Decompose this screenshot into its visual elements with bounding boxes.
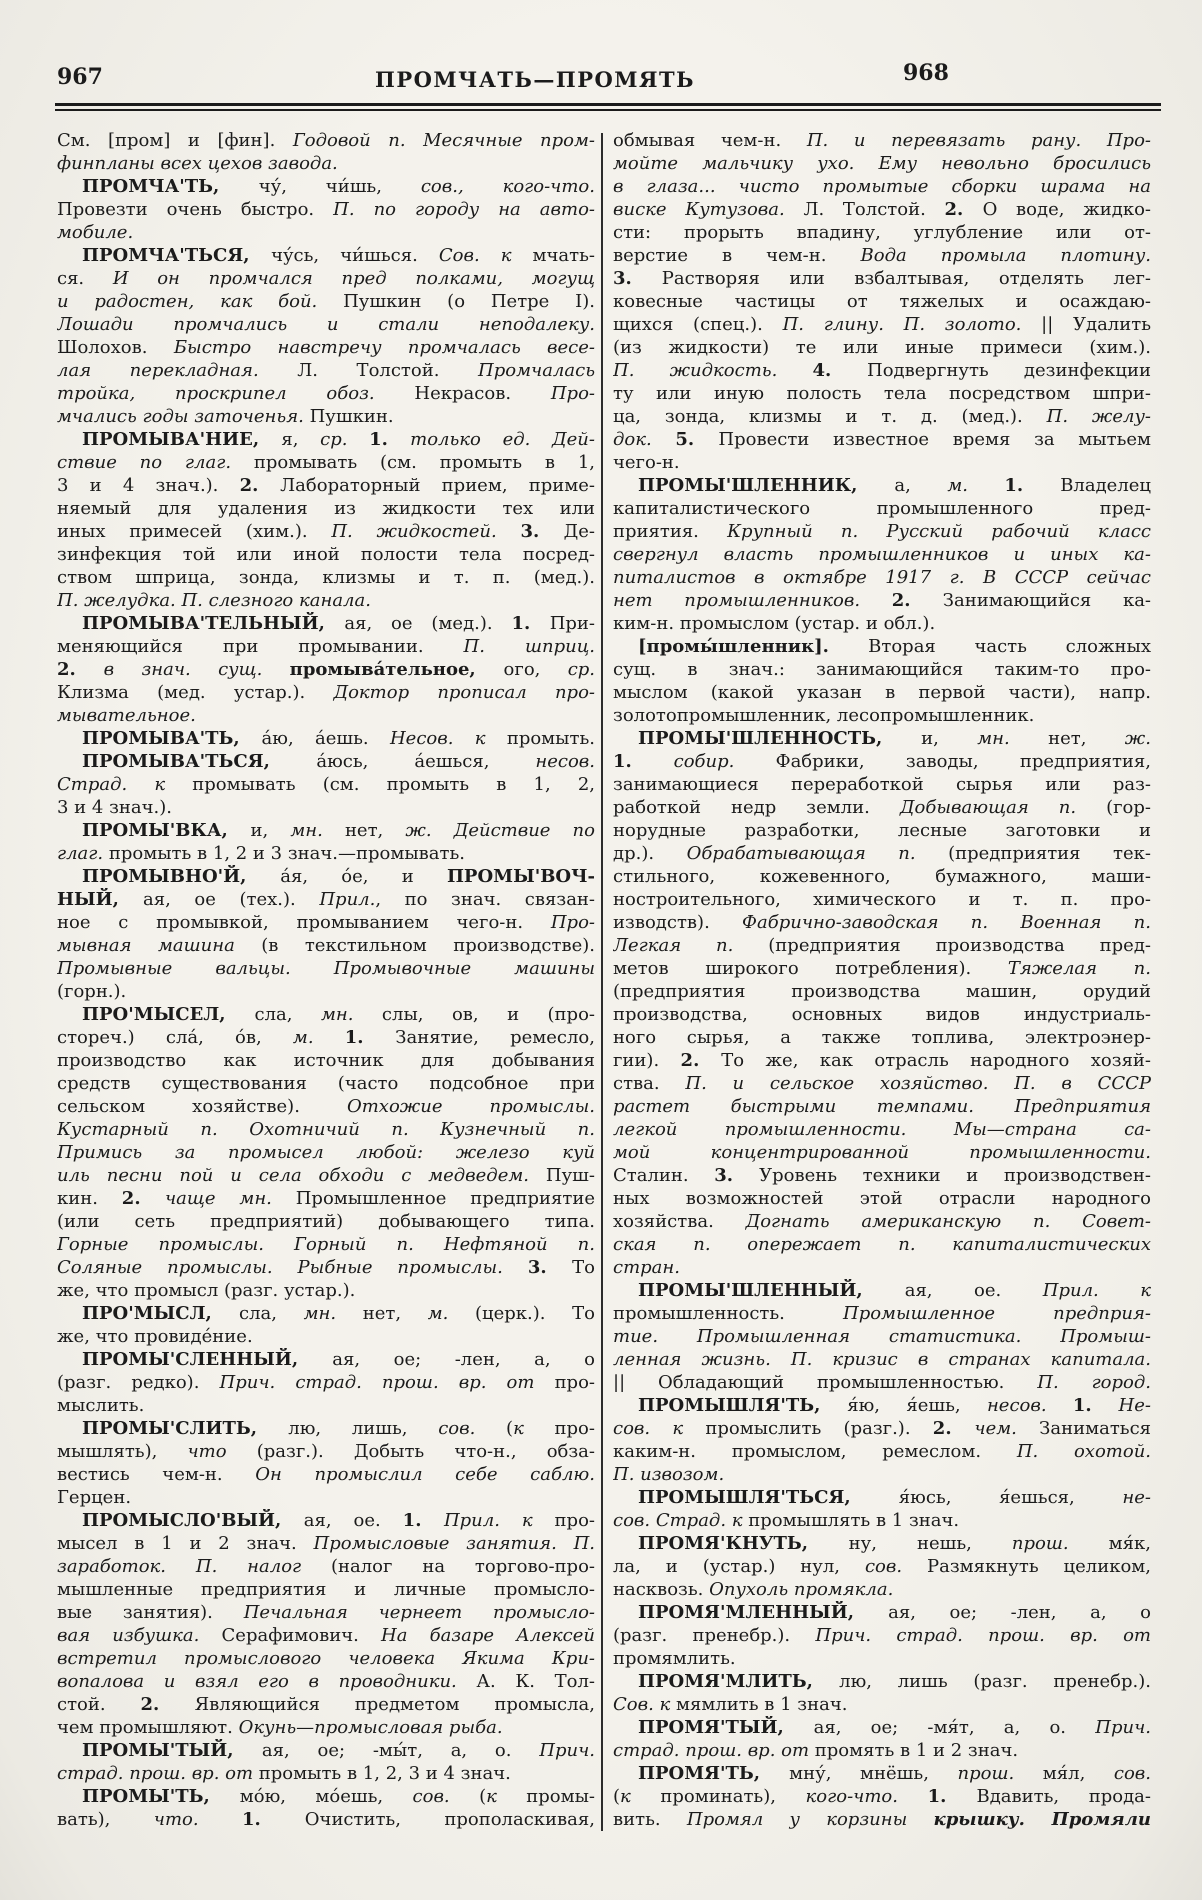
text-line: вестись чем-н. Он промыслил себе саблю. — [57, 1464, 595, 1485]
text-line: ковесные частицы от тяжелых и осаждаю- — [613, 291, 1151, 312]
text-line: 3. Растворяя или взбалтывая, отделять лег- — [613, 268, 1151, 289]
text-line: ПРОМЯ'ТЫЙ, ая, ое; -мя́т, а, о. Прич. — [638, 1717, 1151, 1738]
text-line: ства. П. и сельское хозяйство. П. в СССР — [613, 1073, 1151, 1094]
text-line: ПРОМЫШЛЯ'ТЬСЯ, я́юсь, я́ешься, не- — [638, 1487, 1151, 1508]
text-line: кин. 2. чаще мн. Промышленное предприятие — [57, 1188, 595, 1209]
text-line: (горн.). — [57, 981, 127, 1002]
text-line: (разг. редко). Прич. страд. прош. вр. от про- — [57, 1372, 595, 1393]
text-line: чем промышляют. Окунь—промысловая рыба. — [57, 1717, 503, 1738]
text-line: насквозь. Опухоль промякла. — [613, 1579, 894, 1600]
text-line: мышлять), что (разг.). Добыть что-н., обза- — [57, 1441, 595, 1462]
text-line: ПРОМЯ'МЛЕННЫЙ, ая, ое; -лен, а, о — [638, 1602, 1151, 1623]
text-line: 2. в знач. сущ. промыва́тельное, ого, ср. — [57, 659, 595, 680]
text-line: вые занятия). Печальная чернеет промысло- — [57, 1602, 595, 1623]
text-line: работкой недр земли. Добывающая п. (гор- — [613, 797, 1151, 818]
text-line: ПРОМЫ'ТЬ, мо́ю, мо́ешь, сов. (к промы- — [82, 1786, 595, 1807]
text-line: тройка, проскрипел обоз. Некрасов. Про- — [57, 383, 595, 404]
text-line: гии). 2. То же, как отрасль народного хозяй- — [613, 1050, 1151, 1071]
text-line: Сов. к мямлить в 1 знач. — [613, 1694, 848, 1715]
text-line: ПРОМЧА'ТЬСЯ, чу́сь, чи́шься. Сов. к мчать- — [82, 245, 595, 266]
text-line: в глаза... чисто промытые сборки шрама на — [613, 176, 1151, 197]
text-line: ного сырья, а также топлива, электроэнер- — [613, 1027, 1151, 1048]
running-head: ПРОМЧАТЬ—ПРОМЯТЬ — [374, 67, 696, 92]
text-line: ПРОМЫВНО'Й, а́я, о́е, и ПРОМЫ'ВОЧ- — [82, 866, 595, 887]
text-line: П. жидкость. 4. Подвергнуть дезинфекции — [613, 360, 1151, 381]
text-line: ПРОМЫ'ШЛЕННИК, а, м. 1. Владелец — [638, 475, 1151, 496]
text-line: ПРОМЫ'ШЛЕННОСТЬ, и, мн. нет, ж. — [638, 728, 1151, 749]
text-line: мыслить. — [57, 1395, 145, 1416]
text-line: изводств). Фабрично-заводская п. Военная п. — [613, 912, 1151, 933]
text-line: стой. 2. Являющийся предметом промысла, — [57, 1694, 595, 1715]
text-line: ПРО'МЫСЕЛ, сла, мн. слы, ов, и (про- — [82, 1004, 595, 1025]
text-line: ных возможностей этой отрасли народного — [613, 1188, 1151, 1209]
text-line: мышленные предприятия и личные промысло- — [57, 1579, 595, 1600]
text-line: мысел в 1 и 2 знач. Промысловые занятия. П. — [57, 1533, 595, 1554]
text-line: ПРОМЫВА'ТЬСЯ, а́юсь, а́ешься, несов. — [82, 751, 595, 772]
text-line: страд. прош. вр. от промять в 1 и 2 знач. — [613, 1740, 1019, 1761]
text-line: 1. собир. Фабрики, заводы, предприятия, — [613, 751, 1151, 772]
text-line: стильного, кожевенного, бумажного, маши- — [613, 866, 1151, 887]
text-line: ская п. опережает п. капиталистических — [613, 1234, 1151, 1255]
text-line: няемый для удаления из жидкости тех или — [57, 498, 595, 519]
text-line: сельском хозяйстве). Отхожие промыслы. — [57, 1096, 595, 1117]
text-line: встретил промыслового человека Якима Кри- — [57, 1648, 595, 1669]
text-line: || Обладающий промышленностью. П. город. — [613, 1372, 1151, 1393]
text-line: (разг. пренебр.). Прич. страд. прош. вр. от — [613, 1625, 1151, 1646]
text-line: щихся (спец.). П. глину. П. золото. || Удалить — [613, 314, 1151, 335]
text-line: метов широкого потребления). Тяжелая п. — [613, 958, 1151, 979]
text-line: капиталистического промышленного пред- — [613, 498, 1151, 519]
text-line: глаг. промыть в 1, 2 и 3 знач.—промывать. — [57, 843, 466, 864]
text-line: (к проминать), кого-что. 1. Вдавить, прода- — [613, 1786, 1151, 1807]
text-line: меняющийся при промывании. П. шприц. — [57, 636, 595, 657]
text-line: вать), что. 1. Очистить, прополаскивая, — [57, 1809, 595, 1830]
text-line: ПРОМЫВА'ТЬ, а́ю, а́ешь. Несов. к промыть. — [82, 728, 595, 749]
text-line: ленная жизнь. П. кризис в странах капитала. — [613, 1349, 1151, 1370]
text-line: ПРОМЫ'СЛИТЬ, лю, лишь, сов. (к про- — [82, 1418, 595, 1439]
text-line: каким-н. промыслом, ремеслом. П. охотой. — [613, 1441, 1151, 1462]
text-line: стран. — [613, 1257, 680, 1278]
text-line: промышленность. Промышленное предприя- — [613, 1303, 1151, 1324]
text-line: хозяйства. Догнать американскую п. Совет- — [613, 1211, 1151, 1232]
text-line: и радостен, как бой. Пушкин (о Петре I). — [57, 291, 595, 312]
text-line: ПРОМЧА'ТЬ, чу́, чи́шь, сов., кого-что. — [82, 176, 595, 197]
text-line: стореч.) сла́, о́в, м. 1. Занятие, ремесло, — [57, 1027, 595, 1048]
text-line: заработок. П. налог (налог на торгово-про- — [57, 1556, 595, 1577]
text-line: ца, зонда, клизмы и т. д. (мед.). П. желу- — [613, 406, 1151, 427]
text-line: чего-н. — [613, 452, 680, 473]
text-line: ту или иную полость тела посредством шпри- — [613, 383, 1151, 404]
text-line: ким-н. промыслом (устар. и обл.). — [613, 613, 936, 634]
text-line: сти: прорыть впадину, углубление или от- — [613, 222, 1151, 243]
text-line: ствие по глаг. промывать (см. промыть в 1, — [57, 452, 595, 473]
text-line: Промывные вальцы. Промывочные машины — [57, 958, 595, 979]
text-line: ПРОМЯ'МЛИТЬ, лю, лишь (разг. пренебр.). — [638, 1671, 1151, 1692]
text-line: ПРОМЯ'ТЬ, мну́, мнёшь, прош. мя́л, сов. — [638, 1763, 1151, 1784]
text-line: ПРОМЫ'СЛЕННЫЙ, ая, ое; -лен, а, о — [82, 1349, 595, 1370]
text-line: ное с промывкой, промыванием чего-н. Про- — [57, 912, 595, 933]
text-line: Соляные промыслы. Рыбные промыслы. 3. То — [57, 1257, 595, 1278]
text-line: ПРОМЯ'КНУТЬ, ну, нешь, прош. мя́к, — [638, 1533, 1151, 1554]
text-line: См. [пром] и [фин]. Годовой п. Месячные пром- — [57, 130, 595, 151]
text-line: свергнул власть промышленников и иных ка- — [613, 544, 1151, 565]
text-line: занимающиеся переработкой сырья или раз- — [613, 774, 1151, 795]
text-line: сущ. в знач.: занимающийся таким-то про- — [613, 659, 1151, 680]
text-line: страд. прош. вр. от промыть в 1, 2, 3 и 4 знач. — [57, 1763, 511, 1784]
text-line: ся. И он промчался пред полками, могущ — [57, 268, 595, 289]
text-line: нет промышленников. 2. Занимающийся ка- — [613, 590, 1151, 611]
text-line: (предприятия производства машин, орудий — [613, 981, 1151, 1002]
text-line: средств существования (часто подсобное при — [57, 1073, 595, 1094]
text-line: Кустарный п. Охотничий п. Кузнечный п. — [57, 1119, 595, 1140]
text-line: вая избушка. Серафимович. На базаре Алексей — [57, 1625, 595, 1646]
text-line: производство как источник для добывания — [57, 1050, 595, 1071]
text-line: же, что промысл (разг. устар.). — [57, 1280, 356, 1301]
text-line: вить. Промял у корзины крышку. Промяли — [613, 1809, 1151, 1830]
text-line: приятия. Крупный п. Русский рабочий класс — [613, 521, 1151, 542]
text-line: промямлить. — [613, 1648, 736, 1669]
text-line: 3 и 4 знач.). 2. Лабораторный прием, приме- — [57, 475, 595, 496]
text-line: производства, основных видов индустриаль- — [613, 1004, 1151, 1025]
text-line: [промы́шленник]. Вторая часть сложных — [638, 636, 1151, 657]
text-line: золотопромышленник, лесопромышленник. — [613, 705, 1035, 726]
left-column — [57, 129, 595, 1831]
text-line: ПРОМЫ'ШЛЕННЫЙ, ая, ое. Прил. к — [638, 1280, 1151, 1301]
text-line: ПРОМЫВА'НИЕ, я, ср. 1. только ед. Дей- — [82, 429, 595, 450]
text-line: сов. Страд. к промышлять в 1 знач. — [613, 1510, 960, 1531]
text-line: мывная машина (в текстильном производстве). — [57, 935, 595, 956]
text-line: легкой промышленности. Мы—страна са- — [613, 1119, 1151, 1140]
text-line: мобиле. — [57, 222, 134, 243]
right-column — [613, 129, 1151, 1831]
text-line: др.). Обрабатывающая п. (предприятия тек- — [613, 843, 1151, 864]
text-line: П. желудка. П. слезного канала. — [57, 590, 371, 611]
text-line: ностроительного, химического и т. п. про- — [613, 889, 1151, 910]
header-rule — [55, 103, 1161, 111]
text-line: НЫЙ, ая, ое (тех.). Прил., по знач. связан- — [57, 889, 595, 910]
text-line: финпланы всех цехов завода. — [57, 153, 338, 174]
text-line: Страд. к промывать (см. промыть в 1, 2, — [57, 774, 595, 795]
text-line: Шолохов. Быстро навстречу промчалась весе- — [57, 337, 595, 358]
text-line: Герцен. — [57, 1487, 132, 1508]
text-line: иных примесей (хим.). П. жидкостей. 3. Де- — [57, 521, 595, 542]
text-line: ПРОМЫ'ВКА, и, мн. нет, ж. Действие по — [82, 820, 595, 841]
text-line: ством шприца, зонда, клизмы и т. п. (мед.). — [57, 567, 595, 588]
text-line: мойте мальчику ухо. Ему невольно бросились — [613, 153, 1151, 174]
text-line: иль песни пой и села обходи с медведем. Пуш- — [57, 1165, 595, 1186]
text-line: Сталин. 3. Уровень техники и производствен- — [613, 1165, 1151, 1186]
text-line: тие. Промышленная статистика. Промыш- — [613, 1326, 1151, 1347]
text-line: виске Кутузова. Л. Толстой. 2. О воде, жидко- — [613, 199, 1151, 220]
text-line: верстие в чем-н. Вода промыла плотину. — [613, 245, 1151, 266]
text-line: ПРОМЫВА'ТЕЛЬНЫЙ, ая, ое (мед.). 1. При- — [82, 613, 595, 634]
text-line: же, что провиде́ние. — [57, 1326, 253, 1347]
text-line: лая перекладная. Л. Толстой. Промчалась — [57, 360, 595, 381]
text-line: норудные разработки, лесные заготовки и — [613, 820, 1151, 841]
text-line: Горные промыслы. Горный п. Нефтяной п. — [57, 1234, 595, 1255]
text-line: Клизма (мед. устар.). Доктор прописал про- — [57, 682, 595, 703]
text-line: (или сеть предприятий) добывающего типа. — [57, 1211, 595, 1232]
text-line: мыслом (какой указан в первой части), напр. — [613, 682, 1151, 703]
text-line: ПРО'МЫСЛ, сла, мн. нет, м. (церк.). То — [82, 1303, 595, 1324]
text-line: (из жидкости) те или иные примеси (хим.). — [613, 337, 1151, 358]
text-line: мчались годы заточенья. Пушкин. — [57, 406, 394, 427]
text-line: мой концентрированной промышленности. — [613, 1142, 1151, 1163]
column-divider — [601, 133, 603, 1831]
text-line: док. 5. Провести известное время за мытьем — [613, 429, 1151, 450]
text-line: 3 и 4 знач.). — [57, 797, 172, 818]
text-line: питалистов в октябре 1917 г. В СССР сейчас — [613, 567, 1151, 588]
text-line: ПРОМЫШЛЯ'ТЬ, я́ю, я́ешь, несов. 1. Не- — [638, 1395, 1151, 1416]
page-number-left: 967 — [57, 64, 103, 90]
page-number-right: 968 — [903, 60, 949, 86]
text-line: ла, и (устар.) нул, сов. Размякнуть целиком, — [613, 1556, 1151, 1577]
text-line: мывательное. — [57, 705, 196, 726]
text-line: Лошади промчались и стали неподалеку. — [57, 314, 595, 335]
text-line: вопалова и взял его в проводники. А. К. Тол- — [57, 1671, 595, 1692]
text-line: растет быстрыми темпами. Предприятия — [613, 1096, 1151, 1117]
text-line: зинфекция той или иной полости тела посред- — [57, 544, 595, 565]
text-line: П. извозом. — [613, 1464, 725, 1485]
text-line: ПРОМЫ'ТЫЙ, ая, ое; -мы́т, а, о. Прич. — [82, 1740, 595, 1761]
text-line: Провезти очень быстро. П. по городу на авто- — [57, 199, 595, 220]
text-line: Примись за промысел любой: железо куй — [57, 1142, 595, 1163]
text-line: обмывая чем-н. П. и перевязать рану. Про- — [613, 130, 1151, 151]
text-line: Легкая п. (предприятия производства пред- — [613, 935, 1151, 956]
text-line: ПРОМЫСЛО'ВЫЙ, ая, ое. 1. Прил. к про- — [82, 1510, 595, 1531]
text-line: сов. к промыслить (разг.). 2. чем. Заниматься — [613, 1418, 1151, 1439]
